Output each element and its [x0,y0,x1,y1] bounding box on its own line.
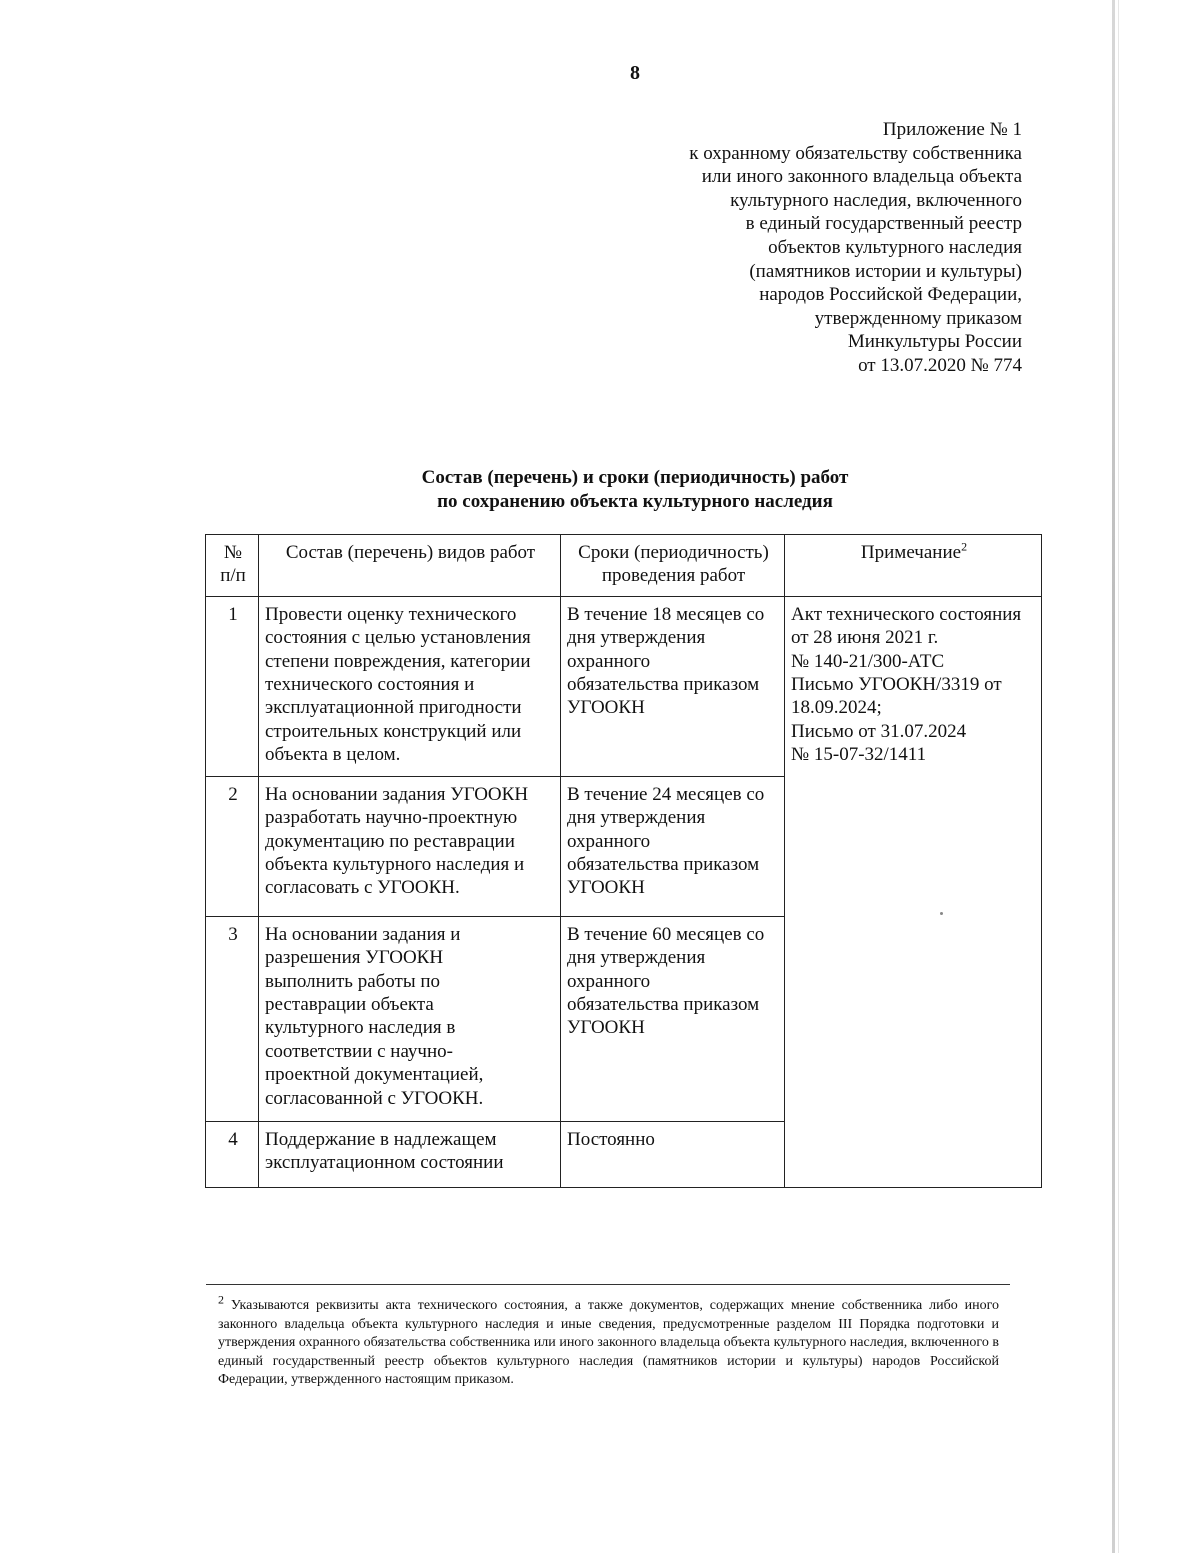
row-terms: В течение 18 месяцев со дня утверждения охранного обязательства приказом УГООКН [561,596,785,776]
document-title [200,466,1070,514]
appendix-line: (памятников истории и культуры) [749,260,1022,282]
row-terms: В течение 60 месяцев со дня утверждения охранного обязательства приказом УГООКН [561,916,785,1121]
appendix-line: или иного законного владельца объекта [701,166,1022,188]
row-note: Акт технического состояния от 28 июня 2021 г. № 140-21/300-АТС Письмо УГООКН/3319 от 18.09.2024; Письмо от 31.07.2024 № 15-07-32/1411 [785,596,1042,1187]
table-row [206,596,1042,776]
title-line-2: по сохранению объекта культурного наследия [437,491,833,512]
scan-speck [940,912,943,915]
row-terms: В течение 24 месяцев со дня утверждения охранного обязательства приказом УГООКН [561,776,785,916]
header-note [785,535,1042,597]
appendix-line: к охранному обязательству собственника [689,142,1022,164]
appendix-line: Приложение № 1 [882,119,1022,140]
appendix-line: от 13.07.2020 № 774 [858,354,1022,376]
appendix-line: утвержденному приказом [814,307,1022,329]
header-terms: Сроки (периодичность) проведения работ [561,535,785,597]
row-num: 2 [206,776,259,916]
row-works: На основании задания УГООКН разработать научно-проектную документацию по реставрации объекта культурного наследия и согласовать с УГООКН. [259,776,561,916]
appendix-line: народов Российской Федерации, [759,284,1022,306]
row-works: Провести оценку технического состояния с целью установления степени повреждения, категории технического состояния и эксплуатационной пригодности строительных конструкций или объекта в целом. [259,596,561,776]
page-number: 8 [630,62,640,84]
appendix-line: объектов культурного наследия [768,236,1022,258]
footnote-separator [206,1284,1010,1285]
footnote [218,1292,999,1390]
header-works: Состав (перечень) видов работ [259,535,561,597]
footnote-marker: 2 [218,1292,224,1307]
row-works: Поддержание в надлежащем эксплуатационном состоянии [259,1121,561,1187]
footnote-text: Указываются реквизиты акта технического состояния, а также документов, содержащих мнение собственника либо иного законного владельца объекта культурного наследия и иные сведения, предусмотренные разделом III Порядка подготовки и утверждения охранного обязательства собственника или иного законного владельца объекта культурного наследия, включенного в единый государственный реестр объектов культурного наследия (памятников истории и культуры) народов Российской Федерации, утвержденного настоящим приказом. [218,1298,999,1387]
row-works: На основании задания и разрешения УГООКН выполнить работы по реставрации объекта культурного наследия в соответствии с научно- проектной документацией, согласованной с УГООКН. [259,916,561,1121]
title-line-1: Состав (перечень) и сроки (периодичность) работ [421,467,849,488]
appendix-line: Минкультуры России [847,331,1022,353]
row-num: 4 [206,1121,259,1187]
appendix-header [689,118,1022,378]
header-num: № п/п [206,535,259,597]
header-note-label: Примечание [860,542,962,563]
row-terms: Постоянно [561,1121,785,1187]
row-num: 1 [206,596,259,776]
scan-edge-line [1118,0,1119,1553]
row-num: 3 [206,916,259,1121]
appendix-line: культурного наследия, включенного [730,189,1022,211]
works-table [205,534,1042,1188]
appendix-line: в единый государственный реестр [745,213,1022,235]
scan-edge-shadow [1112,0,1115,1553]
table-header-row [206,535,1042,597]
header-note-footnote-ref: 2 [961,539,968,554]
